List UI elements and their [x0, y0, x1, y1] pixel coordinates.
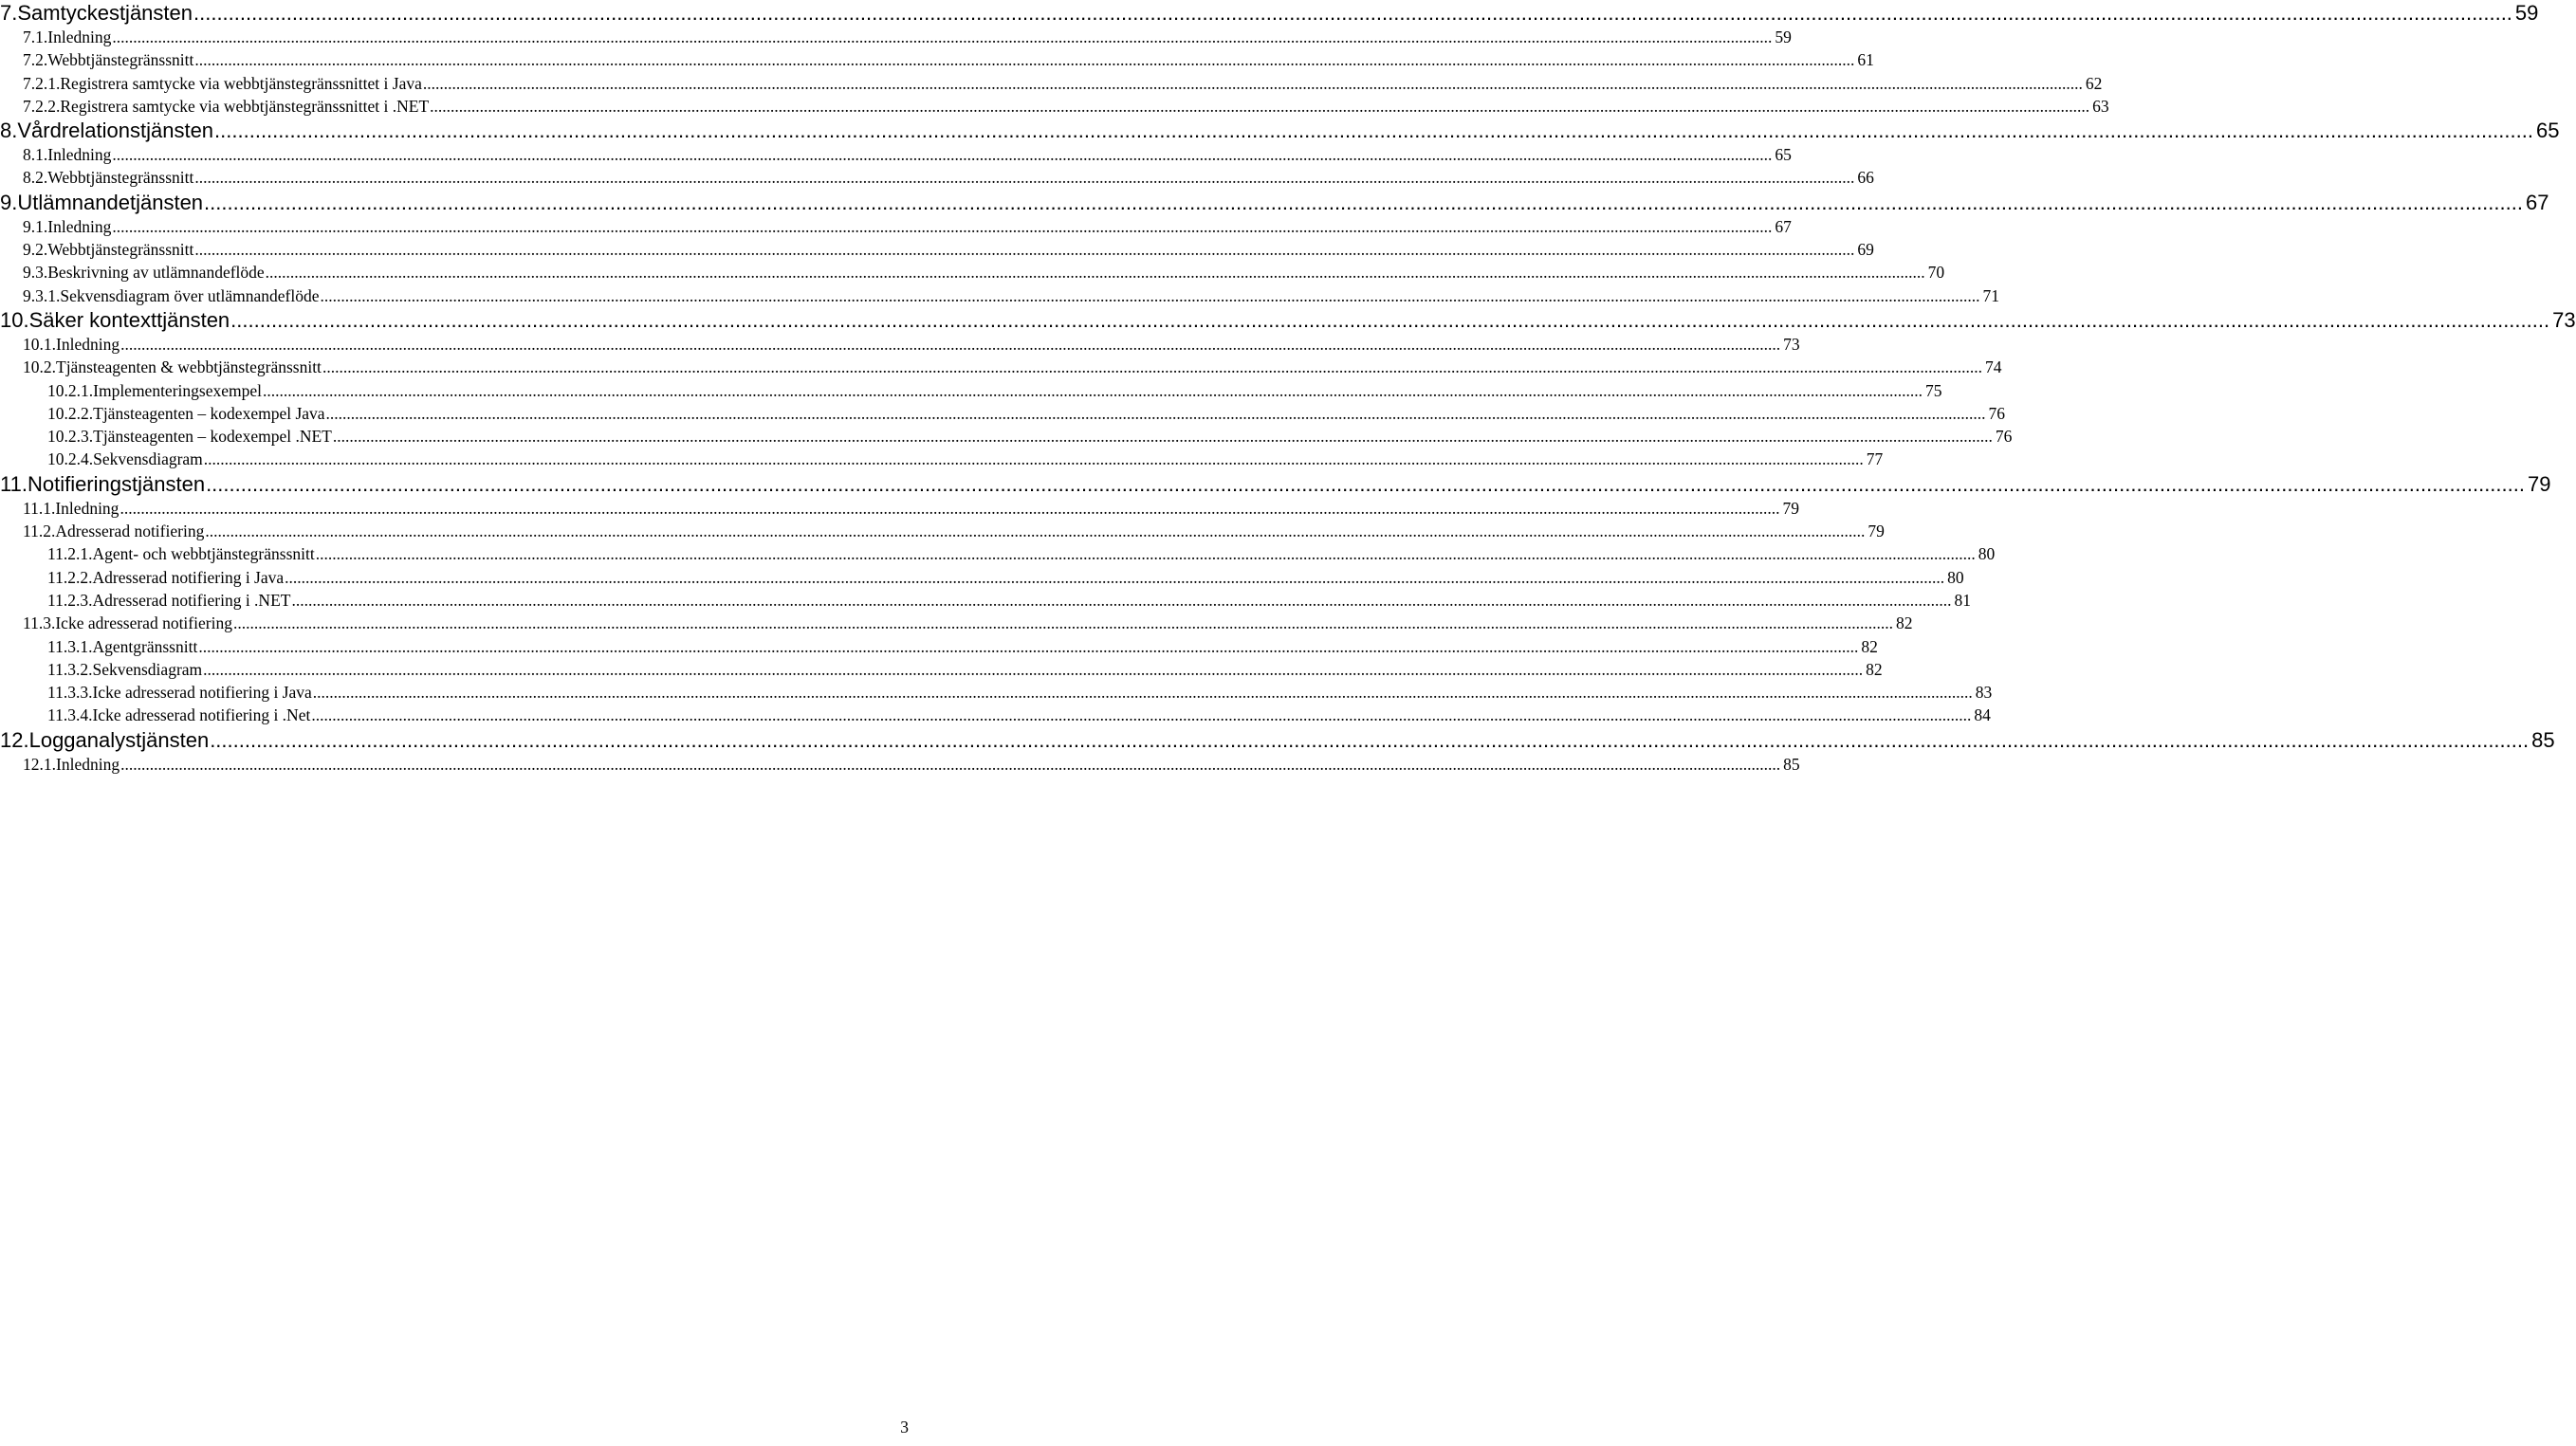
toc-dot-leader: ................................................................................................................................................................................................................................................................................................................................................................................................................ — [230, 307, 2550, 332]
toc-entry-number: 12.1. — [0, 753, 56, 776]
toc-entry-number: 11. — [0, 471, 28, 496]
toc-entry-title: Adresserad notifiering i Java — [92, 566, 284, 589]
toc-entry-number: 7.2.1. — [0, 72, 60, 95]
toc-entry[interactable] — [0, 589, 1971, 612]
toc-entry-number: 11.3. — [0, 612, 55, 634]
toc-dot-leader: ................................................................................................................................................................................................................................................................................................................................................................................................................ — [312, 683, 1973, 703]
toc-entry-title: Notifieringstjänsten — [27, 471, 206, 496]
toc-entry-page: 79 — [2527, 471, 2551, 496]
toc-entry[interactable] — [0, 0, 2539, 26]
toc-dot-leader: ................................................................................................................................................................................................................................................................................................................................................................................................................ — [422, 73, 2083, 93]
toc-entry[interactable] — [0, 261, 1945, 284]
toc-entry-title: Inledning — [56, 333, 120, 356]
toc-entry-title: Agentgränssnitt — [92, 635, 197, 658]
toc-entry-page: 69 — [1855, 238, 1874, 261]
toc-entry-page: 76 — [1987, 402, 2006, 425]
toc-entry-title: Implementeringsexempel — [93, 379, 262, 402]
toc-entry-title: Utlämnandetjänsten — [17, 190, 204, 214]
toc-entry-number: 10.2. — [0, 356, 56, 378]
toc-entry-title: Tjänsteagenten – kodexempel .NET — [93, 425, 332, 448]
toc-entry[interactable] — [0, 48, 1874, 71]
toc-entry[interactable] — [0, 379, 1942, 402]
toc-entry[interactable] — [0, 215, 1792, 238]
toc-entry[interactable] — [0, 681, 1993, 704]
toc-entry[interactable] — [0, 425, 2013, 448]
toc-dot-leader: ................................................................................................................................................................................................................................................................................................................................................................................................................ — [112, 216, 1773, 236]
toc-entry-number: 11.2.3. — [0, 589, 92, 612]
toc-entry[interactable] — [0, 402, 2006, 425]
toc-entry-page: 71 — [1980, 284, 1999, 307]
toc-dot-leader: ................................................................................................................................................................................................................................................................................................................................................................................................................ — [120, 334, 1781, 354]
toc-entry-title: Inledning — [55, 497, 119, 520]
toc-entry-title: Webbtjänstegränssnitt — [47, 238, 193, 261]
toc-entry-page: 80 — [1945, 566, 1964, 589]
toc-entry[interactable] — [0, 238, 1874, 261]
toc-dot-leader: ................................................................................................................................................................................................................................................................................................................................................................................................................ — [320, 285, 1980, 305]
toc-entry-title: Inledning — [47, 143, 111, 166]
toc-entry-number: 9. — [0, 190, 18, 214]
toc-entry[interactable] — [0, 95, 2109, 118]
toc-entry-page: 75 — [1923, 379, 1942, 402]
toc-dot-leader: ................................................................................................................................................................................................................................................................................................................................................................................................................ — [203, 659, 1864, 679]
toc-dot-leader: ................................................................................................................................................................................................................................................................................................................................................................................................................ — [120, 498, 1780, 518]
toc-entry-title: Registrera samtycke via webbtjänstegränssnittet i .NET — [60, 95, 429, 118]
toc-dot-leader: ................................................................................................................................................................................................................................................................................................................................................................................................................ — [291, 590, 1952, 610]
toc-entry[interactable] — [0, 356, 2002, 378]
toc-entry-page: 76 — [1994, 425, 2013, 448]
toc-entry-number: 7.2.2. — [0, 95, 60, 118]
toc-entry-number: 11.2.1. — [0, 542, 92, 565]
toc-entry-page: 77 — [1865, 448, 1884, 470]
toc-dot-leader: ................................................................................................................................................................................................................................................................................................................................................................................................................ — [193, 1, 2512, 25]
toc-entry-number: 11.3.1. — [0, 635, 92, 658]
toc-entry[interactable] — [0, 497, 1799, 520]
toc-entry-number: 9.1. — [0, 215, 47, 238]
toc-entry-page: 85 — [2531, 727, 2555, 752]
toc-entry[interactable] — [0, 635, 1878, 658]
toc-entry-page: 63 — [2090, 95, 2109, 118]
toc-dot-leader: ................................................................................................................................................................................................................................................................................................................................................................................................................ — [332, 427, 1993, 447]
toc-dot-leader: ................................................................................................................................................................................................................................................................................................................................................................................................................ — [325, 403, 1986, 423]
toc-entry-page: 79 — [1780, 497, 1799, 520]
toc-entry-page: 67 — [1773, 215, 1792, 238]
toc-entry-page: 79 — [1866, 520, 1885, 542]
toc-entry[interactable] — [0, 72, 2103, 95]
toc-entry-title: Vårdrelationstjänsten — [17, 119, 214, 143]
toc-entry-number: 10.2.1. — [0, 379, 93, 402]
toc-entry-number: 11.1. — [0, 497, 55, 520]
toc-entry-number: 7. — [0, 1, 18, 25]
toc-entry-page: 81 — [1952, 589, 1971, 612]
toc-dot-leader: ................................................................................................................................................................................................................................................................................................................................................................................................................ — [210, 727, 2530, 752]
toc-entry-page: 67 — [2525, 190, 2549, 214]
toc-entry-number: 10.2.2. — [0, 402, 93, 425]
toc-entry-title: Adresserad notifiering — [55, 520, 204, 542]
toc-entry-number: 10.2.3. — [0, 425, 93, 448]
toc-entry-title: Logganalystjänsten — [28, 727, 210, 752]
toc-entry[interactable] — [0, 333, 1800, 356]
toc-entry-number: 11.2.2. — [0, 566, 92, 589]
toc-entry-title: Tjänsteagenten & webbtjänstegränssnitt — [56, 356, 322, 378]
toc-entry-number: 11.3.4. — [0, 704, 92, 726]
toc-entry-number: 8.2. — [0, 166, 47, 189]
toc-dot-leader: ................................................................................................................................................................................................................................................................................................................................................................................................................ — [311, 705, 1972, 725]
toc-dot-leader: ................................................................................................................................................................................................................................................................................................................................................................................................................ — [204, 190, 2523, 214]
toc-entry-title: Samtyckestjänsten — [17, 1, 193, 25]
toc-entry-page: 73 — [1781, 333, 1800, 356]
toc-entry-number: 12. — [0, 727, 29, 752]
toc-entry[interactable] — [0, 284, 1999, 307]
toc-entry[interactable] — [0, 566, 1964, 589]
toc-entry-page: 59 — [1773, 26, 1792, 48]
toc-entry-page: 83 — [1974, 681, 1993, 704]
toc-entry-page: 66 — [1855, 166, 1874, 189]
toc-entry[interactable] — [0, 753, 1800, 776]
toc-entry-title: Inledning — [47, 215, 111, 238]
toc-dot-leader: ................................................................................................................................................................................................................................................................................................................................................................................................................ — [194, 240, 1855, 260]
toc-entry[interactable] — [0, 143, 1792, 166]
toc-dot-leader: ................................................................................................................................................................................................................................................................................................................................................................................................................ — [198, 636, 1859, 656]
toc-dot-leader: ................................................................................................................................................................................................................................................................................................................................................................................................................ — [206, 471, 2525, 496]
toc-entry-page: 65 — [1773, 143, 1792, 166]
toc-entry[interactable] — [0, 166, 1874, 189]
toc-entry-page: 82 — [1859, 635, 1878, 658]
toc-dot-leader: ................................................................................................................................................................................................................................................................................................................................................................................................................ — [265, 263, 1925, 283]
toc-entry-number: 7.2. — [0, 48, 47, 71]
toc-entry-page: 62 — [2084, 72, 2103, 95]
toc-dot-leader: ................................................................................................................................................................................................................................................................................................................................................................................................................ — [285, 567, 1945, 587]
toc-dot-leader: ................................................................................................................................................................................................................................................................................................................................................................................................................ — [120, 754, 1781, 774]
toc-entry-title: Inledning — [47, 26, 111, 48]
toc-entry[interactable] — [0, 471, 2551, 497]
page-number: 3 — [900, 1418, 909, 1437]
toc-entry[interactable] — [0, 612, 1913, 634]
toc-entry[interactable] — [0, 520, 1885, 542]
toc-dot-leader: ................................................................................................................................................................................................................................................................................................................................................................................................................ — [205, 522, 1866, 541]
toc-entry-page: 70 — [1926, 261, 1945, 284]
toc-entry[interactable] — [0, 658, 1883, 681]
toc-entry-number: 9.2. — [0, 238, 47, 261]
toc-dot-leader: ................................................................................................................................................................................................................................................................................................................................................................................................................ — [262, 380, 1923, 400]
toc-dot-leader: ................................................................................................................................................................................................................................................................................................................................................................................................................ — [203, 449, 1864, 469]
toc-entry-page: 59 — [2514, 1, 2539, 25]
toc-entry[interactable] — [0, 26, 1792, 48]
toc-entry-title: Sekvensdiagram — [93, 448, 203, 470]
toc-entry-page: 84 — [1972, 704, 1991, 726]
toc-entry-title: Icke adresserad notifiering i Java — [92, 681, 311, 704]
toc-entry-number: 7.1. — [0, 26, 47, 48]
toc-entry[interactable] — [0, 118, 2560, 143]
toc-entry-number: 10. — [0, 307, 29, 332]
toc-entry-page: 61 — [1855, 48, 1874, 71]
toc-dot-leader: ................................................................................................................................................................................................................................................................................................................................................................................................................ — [112, 145, 1773, 165]
toc-entry-title: Registrera samtycke via webbtjänstegränssnittet i Java — [60, 72, 421, 95]
toc-entry-title: Icke adresserad notifiering i .Net — [92, 704, 310, 726]
toc-entry-title: Sekvensdiagram — [92, 658, 202, 681]
toc-dot-leader: ................................................................................................................................................................................................................................................................................................................................................................................................................ — [322, 357, 1982, 377]
toc-dot-leader: ................................................................................................................................................................................................................................................................................................................................................................................................................ — [430, 96, 2090, 116]
toc-entry-page: 80 — [1977, 542, 1996, 565]
toc-entry[interactable] — [0, 448, 1884, 470]
toc-entry-page: 73 — [2552, 307, 2576, 332]
toc-dot-leader: ................................................................................................................................................................................................................................................................................................................................................................................................................ — [194, 50, 1855, 70]
toc-entry-number: 8.1. — [0, 143, 47, 166]
toc-entry-page: 85 — [1781, 753, 1800, 776]
toc-entry-number: 11.3.3. — [0, 681, 92, 704]
toc-entry[interactable] — [0, 727, 2555, 753]
toc-entry-number: 9.3.1. — [0, 284, 60, 307]
toc-entry[interactable] — [0, 190, 2549, 215]
toc-entry-number: 10.2.4. — [0, 448, 93, 470]
toc-entry-title: Säker kontexttjänsten — [28, 307, 230, 332]
toc-dot-leader: ................................................................................................................................................................................................................................................................................................................................................................................................................ — [194, 168, 1855, 188]
toc-entry-number: 8. — [0, 119, 18, 143]
toc-entry[interactable] — [0, 307, 2576, 333]
toc-entry-page: 82 — [1894, 612, 1913, 634]
toc-entry-number: 11.2. — [0, 520, 55, 542]
toc-entry-title: Agent- och webbtjänstegränssnitt — [92, 542, 314, 565]
toc-entry-title: Beskrivning av utlämnandeflöde — [47, 261, 264, 284]
toc-entry-title: Tjänsteagenten – kodexempel Java — [93, 402, 324, 425]
toc-entry-title: Adresserad notifiering i .NET — [92, 589, 290, 612]
toc-entry-number: 10.1. — [0, 333, 56, 356]
toc-entry-title: Inledning — [56, 753, 120, 776]
toc-entry-title: Webbtjänstegränssnitt — [47, 166, 193, 189]
toc-entry-page: 65 — [2535, 119, 2560, 143]
toc-dot-leader: ................................................................................................................................................................................................................................................................................................................................................................................................................ — [232, 613, 1893, 633]
toc-dot-leader: ................................................................................................................................................................................................................................................................................................................................................................................................................ — [112, 27, 1773, 46]
toc-entry-page: 74 — [1983, 356, 2002, 378]
toc-entry[interactable] — [0, 704, 1991, 726]
toc-entry[interactable] — [0, 542, 1996, 565]
toc-dot-leader: ................................................................................................................................................................................................................................................................................................................................................................................................................ — [214, 119, 2533, 143]
toc-dot-leader: ................................................................................................................................................................................................................................................................................................................................................................................................................ — [315, 544, 1976, 564]
toc-entry-number: 11.3.2. — [0, 658, 92, 681]
toc-entry-title: Icke adresserad notifiering — [55, 612, 232, 634]
toc-entry-page: 82 — [1864, 658, 1883, 681]
toc-entry-number: 9.3. — [0, 261, 47, 284]
toc-entry-title: Webbtjänstegränssnitt — [47, 48, 193, 71]
toc-entry-title: Sekvensdiagram över utlämnandeflöde — [60, 284, 319, 307]
